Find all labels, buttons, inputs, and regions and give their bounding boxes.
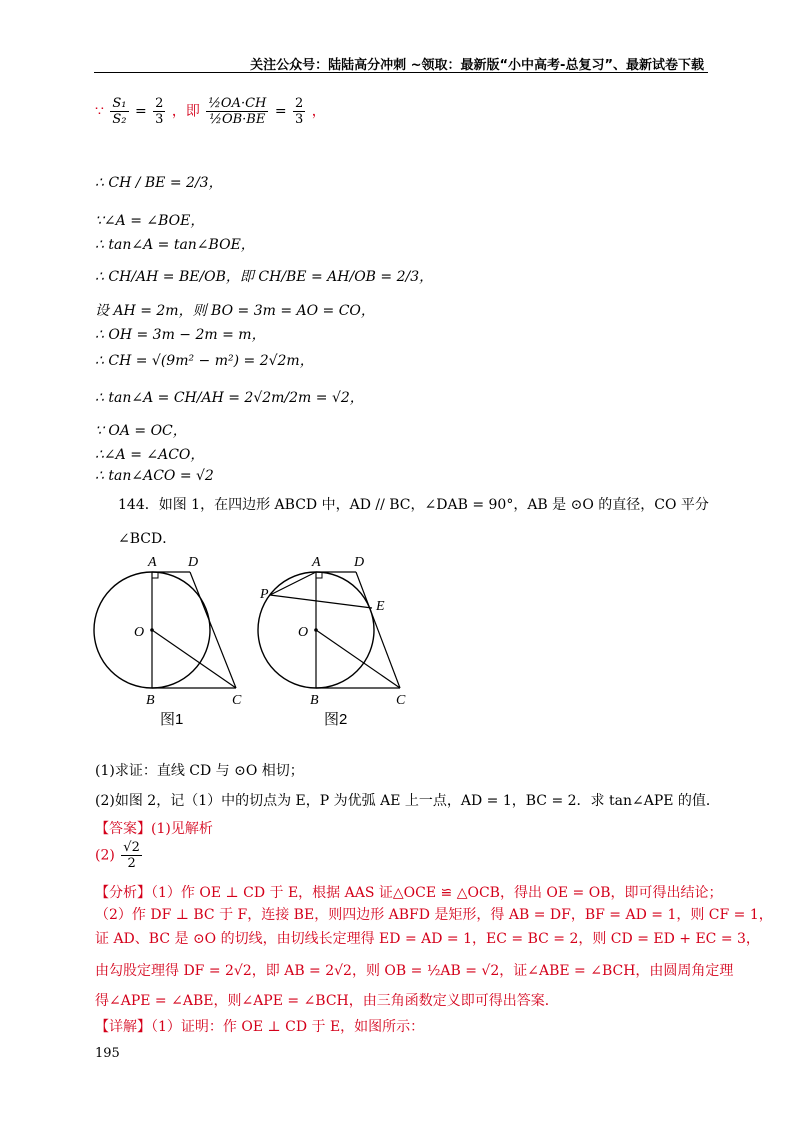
analysis-line-4: 由勾股定理得 DF = 2√2，即 AB = 2√2，则 OB = ½AB = √2，证∠ABE = ∠BCH，由圆周角定理 [95,963,734,979]
area-ratio-fraction: $\frac{\text{S₁}}{\text{S₂}}$ [112,96,127,127]
page-header: 关注公众号：陆陆高分冲刺 ~领取：最新版“小中高考-总复习”、最新试卷下载 [250,58,704,73]
problem-statement-line-2: ∠BCD． [118,531,177,547]
figure-2 [258,555,406,728]
solution-line-9: ∴ tan∠A = CH/AH = 2√2m/2m = √2， [95,390,364,406]
analysis-line-5: 得∠APE = ∠ABE，则∠APE = ∠BCH，由三角函数定义即可得出答案． [95,993,559,1009]
solution-line-2: ∴ CH / BE = 2/3， [95,175,223,191]
triangle-area-fraction: $\frac{\text{½OA·CH}}{\text{½OB·BE}}$ [208,96,267,127]
label-c-fig1: C [232,693,242,708]
answer-fraction: $\frac{√2}{2}$ [123,840,140,871]
label-p-fig2: P [260,587,269,602]
answer-line-1: 【答案】(1)见解析 [95,821,213,837]
svg-text:B: B [310,693,319,708]
solution-line-8: ∴ CH = √(9m² − m²) = 2√2m， [95,353,314,369]
label-b-fig1: B [146,693,155,708]
svg-text:D: D [354,555,365,570]
problem-number: 144． [118,497,159,513]
solution-line-11: ∴∠A = ∠ACO， [95,447,205,463]
analysis-line-1: 【分析】（1）作 OE ⊥ CD 于 E，根据 AAS 证△OCE ≌ △OCB，得出 OE = OB，即可得出结论； [95,885,723,901]
analysis-label: 【分析】 [95,885,151,901]
solution-line-5: ∴ CH/AH = BE/OB，即 CH/BE = AH/OB = 2/3， [95,269,434,285]
label-o-fig1: O [134,625,145,640]
answer-label: 【答案】 [95,821,151,837]
answer-line-2: (2) $\frac{√2}{2}$ [95,840,140,871]
label-e-fig2: E [376,599,385,614]
ratio-fraction: $\frac{2}{3}$ [155,96,164,127]
question-2: (2)如图 2，记（1）中的切点为 E，P 为优弧 AE 上一点，AD = 1，BC = 2．求 tan∠APE 的值． [95,793,720,809]
analysis-line-3: 证 AD、BC 是 ⊙O 的切线，由切线长定理得 ED = AD = 1，EC = BC = 2，则 CD = ED + EC = 3， [95,931,760,947]
geometry-figures [90,550,430,730]
svg-text:A: A [312,555,321,570]
header-divider [94,72,708,73]
svg-text:O: O [298,625,309,640]
svg-text:C: C [396,693,406,708]
label-d-fig1: D [188,555,199,570]
solution-line-3: ∵∠A = ∠BOE， [95,213,205,229]
page-number: 195 [95,1046,120,1061]
solution-line-1: ∵ $\frac{\text{S₁}}{\text{S₂}}$ = $\frac{2}{3}$ ，即 $\frac{\text{½OA·CH}}{\text{½OB·BE}}$ = $\frac{2}{3}$ ， [95,96,326,127]
figure-1-caption: 图1 [160,711,184,728]
problem-statement-line-1: 144．如图 1，在四边形 ABCD 中，AD // BC，∠DAB = 90°，AB 是 ⊙O 的直径，CO 平分 [118,497,709,513]
analysis-line-2: （2）作 DF ⊥ BC 于 F，连接 BE，则四边形 ABFD 是矩形，得 AB = DF，BF = AD = 1，则 CF = 1， [95,907,773,923]
detail-label: 【详解】 [95,1019,151,1035]
because-symbol: ∵ [95,103,104,120]
figure-1 [94,555,242,728]
label-a-fig1: A [148,555,157,570]
solution-line-6: 设 AH = 2m，则 BO = 3m = AO = CO， [95,303,375,319]
figure-2-caption: 图2 [324,711,348,728]
solution-line-12: ∴ tan∠ACO = √2 [95,468,214,484]
detail-line-1: 【详解】（1）证明：作 OE ⊥ CD 于 E，如图所示： [95,1019,425,1035]
solution-line-10: ∵ OA = OC， [95,423,187,439]
solution-line-7: ∴ OH = 3m − 2m = m， [95,327,266,343]
solution-line-4: ∴ tan∠A = tan∠BOE， [95,237,255,253]
question-1: (1)求证：直线 CD 与 ⊙O 相切； [95,763,304,779]
